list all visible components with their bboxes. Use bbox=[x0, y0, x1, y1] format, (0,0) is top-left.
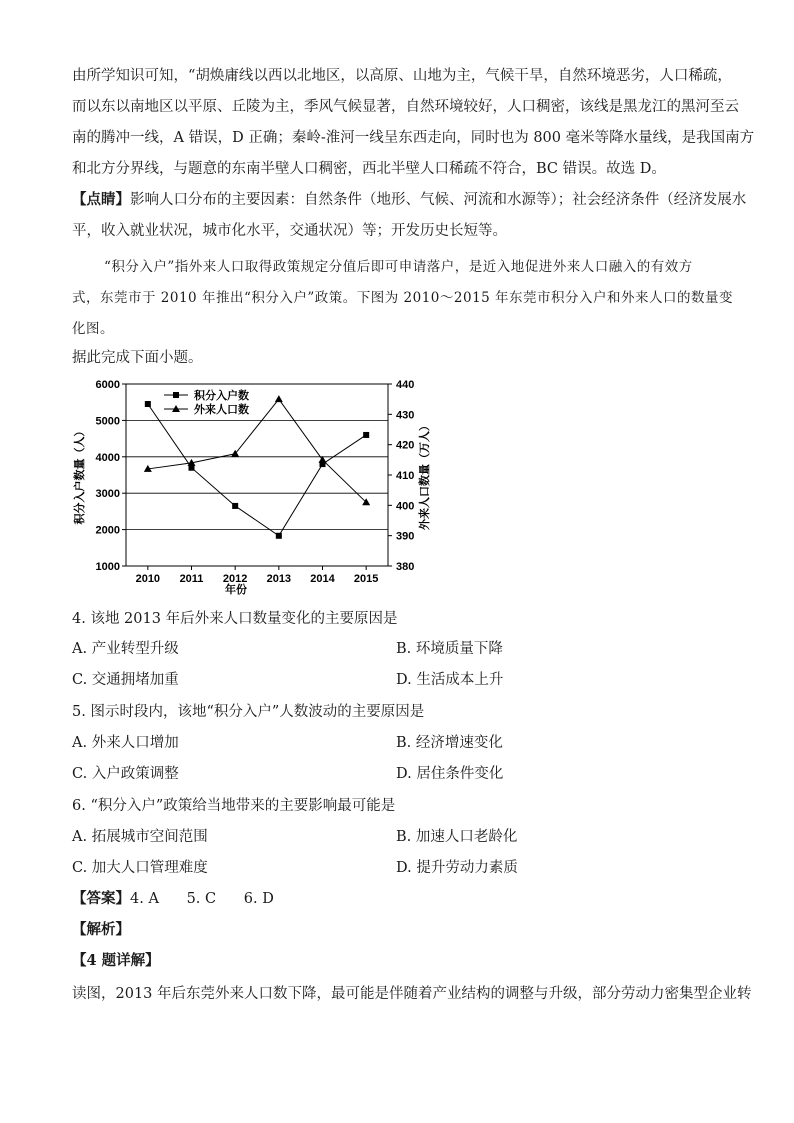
x-tick-label: 2012 bbox=[222, 573, 248, 585]
plot-frame bbox=[126, 384, 388, 566]
q4-option-b[interactable]: B. 环境质量下降 bbox=[396, 641, 503, 657]
q5-option-c[interactable]: C. 入户政策调整 bbox=[72, 766, 179, 782]
q6-option-c[interactable]: C. 加大人口管理难度 bbox=[72, 860, 208, 876]
material-line-1: “积分入户”指外来人口取得政策规定分值后即可申请落户，是近入地促进外来人口融入的有效方 bbox=[104, 259, 693, 275]
material-line-2: 式，东莞市于 2010 年推出“积分入户”政策。下图为 2010～2015 年东莞市积分入户和外来人口的数量变 bbox=[72, 290, 734, 306]
x-tick-label: 2014 bbox=[310, 573, 335, 585]
q5-option-b[interactable]: B. 经济增速变化 bbox=[396, 735, 503, 751]
left-tick-label: 4000 bbox=[95, 451, 120, 464]
left-tick-label: 6000 bbox=[95, 379, 120, 391]
answer-line bbox=[72, 889, 274, 909]
x-tick-label: 2015 bbox=[353, 573, 379, 585]
left-axis-title: 积分入户数量（人） bbox=[74, 425, 86, 525]
answer-text: 4. A 5. C 6. D bbox=[130, 891, 274, 907]
right-axis-ticks bbox=[388, 379, 414, 573]
q4-option-d[interactable]: D. 生活成本上升 bbox=[396, 672, 504, 688]
paragraph-line-4: 和北方分界线，与题意的东南半壁人口稠密，西北半壁人口稀疏不符合，BC 错误。故选 D。 bbox=[72, 161, 666, 177]
analysis-tag: 【解析】 bbox=[72, 921, 130, 938]
chart-svg bbox=[72, 374, 432, 600]
question-6-stem: 6. “积分入户”政策给当地带来的主要影响最可能是 bbox=[72, 798, 396, 814]
q4-detail-tag: 【4 题详解】 bbox=[72, 952, 160, 969]
left-tick-label: 5000 bbox=[95, 415, 120, 428]
right-tick-label: 400 bbox=[396, 500, 415, 513]
q6-option-a[interactable]: A. 拓展城市空间范围 bbox=[72, 829, 208, 845]
material-line-3: 化图。 bbox=[72, 321, 114, 337]
left-axis-ticks bbox=[96, 379, 126, 573]
right-tick-label: 380 bbox=[396, 561, 415, 573]
right-axis-title: 外来人口数量（万人） bbox=[419, 420, 431, 530]
left-tick-label: 3000 bbox=[95, 488, 120, 501]
paragraph-line-1: 由所学知识可知，“胡焕庸线以西以北地区，以高原、山地为主，气候干旱，自然环境恶劣，人口稀疏， bbox=[72, 68, 732, 84]
question-4-stem: 4. 该地 2013 年后外来人口数量变化的主要原因是 bbox=[72, 611, 398, 627]
x-tick-label: 2011 bbox=[179, 573, 204, 585]
right-tick-label: 430 bbox=[396, 409, 415, 422]
q5-option-d[interactable]: D. 居住条件变化 bbox=[396, 766, 504, 782]
settle-count-point bbox=[145, 401, 151, 407]
x-tick-label: 2010 bbox=[135, 573, 161, 585]
settle-count-point bbox=[232, 503, 238, 509]
x-axis-title: 年份 bbox=[225, 584, 247, 596]
right-tick-label: 420 bbox=[396, 439, 415, 452]
legend-square-marker bbox=[173, 392, 179, 398]
q6-option-d[interactable]: D. 提升劳动力素质 bbox=[396, 860, 518, 876]
paragraph-line-2: 而以东以南地区以平原、丘陵为主，季风气候显著，自然环境较好，人口稠密，该线是黑龙江的黑河至云 bbox=[72, 99, 739, 115]
migrant-pop-line bbox=[148, 399, 366, 502]
population-chart bbox=[72, 374, 432, 600]
tip-tag: 【点睛】 bbox=[72, 191, 130, 208]
right-tick-label: 390 bbox=[396, 530, 415, 543]
legend-label-1: 积分入户数 bbox=[194, 390, 249, 402]
q4-option-a[interactable]: A. 产业转型升级 bbox=[72, 641, 179, 657]
tip-paragraph bbox=[72, 190, 746, 210]
q4-option-c[interactable]: C. 交通拥堵加重 bbox=[72, 672, 179, 688]
right-tick-label: 410 bbox=[396, 470, 415, 482]
left-tick-label: 1000 bbox=[95, 561, 120, 573]
settle-count-point bbox=[276, 533, 282, 539]
instruction-line: 据此完成下面小题。 bbox=[72, 350, 203, 366]
right-tick-label: 440 bbox=[396, 379, 415, 391]
q6-option-b[interactable]: B. 加速人口老龄化 bbox=[396, 829, 518, 845]
tip-text: 影响人口分布的主要因素：自然条件（地形、气候、河流和水源等）；社会经济条件（经济发展水 bbox=[130, 192, 747, 208]
x-axis-ticks bbox=[136, 566, 379, 585]
question-5-stem: 5. 图示时段内，该地“积分入户”人数波动的主要原因是 bbox=[72, 704, 425, 720]
q4-detail-text: 读图，2013 年后东莞外来人口数下降，最可能是伴随着产业结构的调整与升级，部分劳动力密集型企业转 bbox=[72, 986, 752, 1002]
grid-lines bbox=[126, 420, 388, 529]
settle-count-point bbox=[363, 432, 369, 438]
answer-tag: 【答案】 bbox=[72, 890, 130, 907]
legend-label-2: 外来人口数 bbox=[194, 404, 249, 416]
paragraph-line-3: 南的腾冲一线，A 错误，D 正确；秦岭-淮河一线呈东西走向，同时也为 800 毫米等降水量线，是我国南方 bbox=[72, 130, 755, 146]
q5-option-a[interactable]: A. 外来人口增加 bbox=[72, 735, 179, 751]
x-tick-label: 2013 bbox=[266, 573, 292, 585]
series-settle-count bbox=[145, 401, 369, 539]
migrant-pop-point bbox=[275, 395, 283, 402]
chart-legend bbox=[164, 388, 249, 416]
paragraph-line-6: 平，收入就业状况，城市化水平，交通状况）等；开发历史长短等。 bbox=[72, 223, 507, 239]
left-tick-label: 2000 bbox=[95, 524, 120, 537]
